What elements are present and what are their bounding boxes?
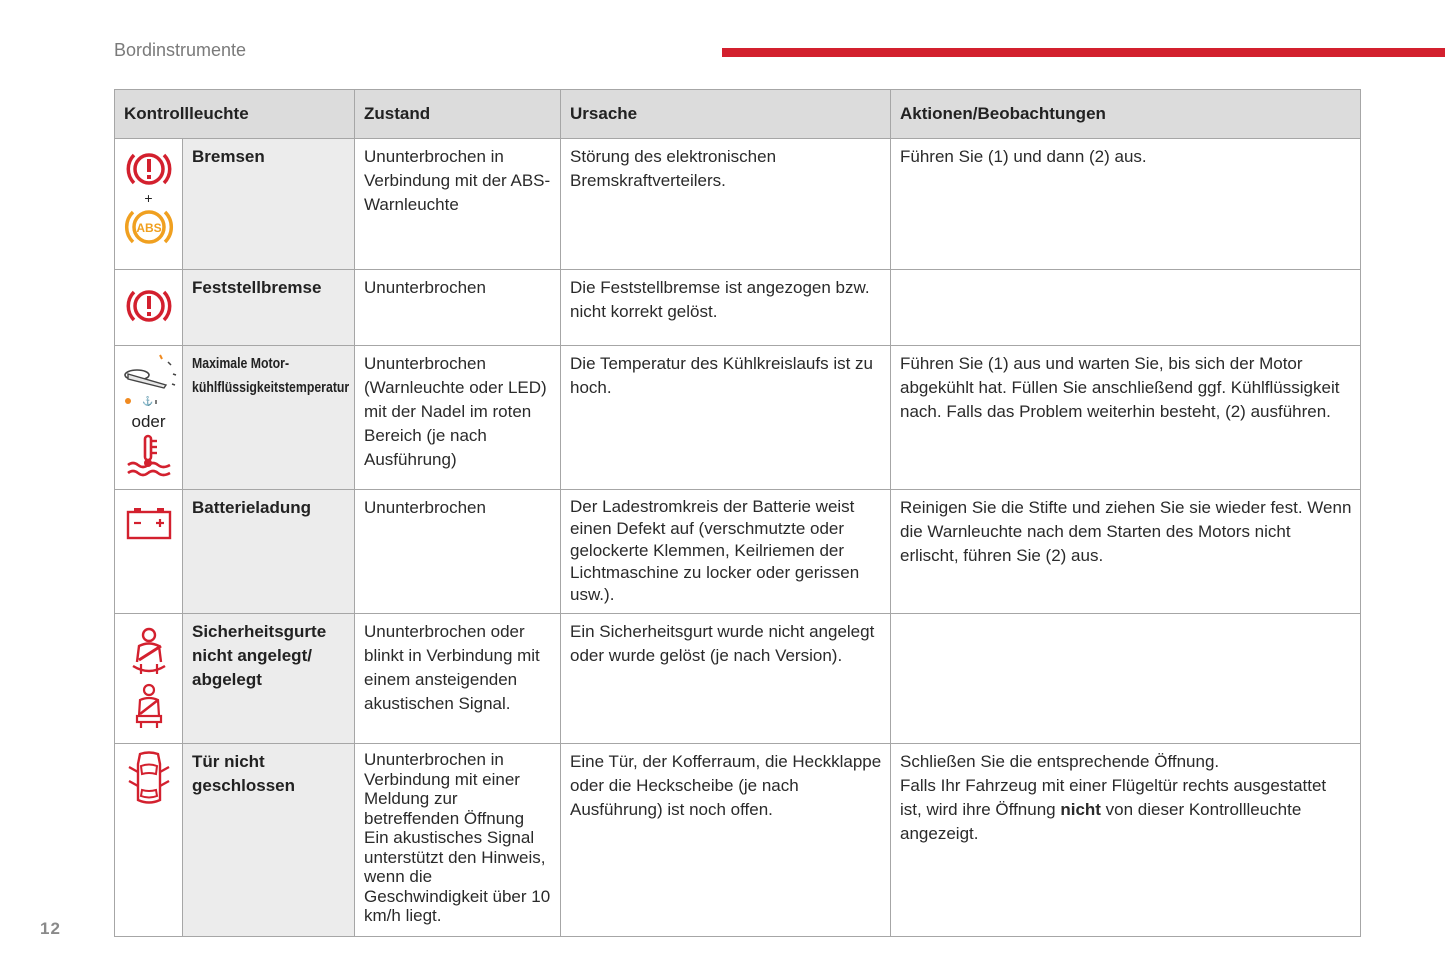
warning-lights-table bbox=[114, 89, 1361, 937]
warning-name: Feststellbremse bbox=[183, 270, 355, 346]
svg-text:⚓: ⚓ bbox=[141, 396, 153, 406]
ursache-cell: Ein Sicherheitsgurt wurde nicht angelegt oder wurde gelöst (je nach Version). bbox=[561, 614, 891, 744]
aktionen-cell: Führen Sie (1) und dann (2) aus. bbox=[891, 139, 1361, 270]
warning-name: Batterieladung bbox=[183, 490, 355, 614]
icon-cell bbox=[115, 139, 183, 270]
page-header-title: Bordinstrumente bbox=[114, 40, 247, 60]
ursache-cell: Die Feststellbremse ist angezogen bzw. nicht korrekt gelöst. bbox=[561, 270, 891, 346]
zustand-cell: Ununterbrochen bbox=[355, 270, 561, 346]
door-open-icon bbox=[126, 750, 172, 808]
zustand-cell: Ununterbrochen in Verbindung mit der ABS-Warnleuchte bbox=[355, 139, 561, 270]
warning-name: Sicherheitsgurte nicht angelegt/ abgelegt bbox=[183, 614, 355, 744]
aktionen-cell bbox=[891, 744, 1361, 937]
zustand-cell: Ununterbrochen (Warnleuchte oder LED) mit der Nadel im roten Bereich (je nach Ausführung) bbox=[355, 346, 561, 490]
table-row bbox=[115, 270, 1361, 346]
icon-joiner-plus: + bbox=[144, 190, 153, 206]
column-header-aktionen: Aktionen/Beobachtungen bbox=[891, 90, 1361, 139]
ursache-cell: Störung des elektronischen Bremskraftverteilers. bbox=[561, 139, 891, 270]
aktionen-emphasis: nicht bbox=[1060, 800, 1101, 819]
temperature-gauge-icon bbox=[120, 352, 178, 408]
header-accent-bar bbox=[722, 48, 1445, 57]
table-row bbox=[115, 614, 1361, 744]
table-row bbox=[115, 744, 1361, 937]
warning-name: Tür nicht geschlossen bbox=[183, 744, 355, 937]
warning-name bbox=[183, 346, 355, 490]
table-row bbox=[115, 490, 1361, 614]
icon-cell bbox=[115, 490, 183, 614]
warning-name-line-1: Maximale Motor- bbox=[192, 355, 290, 372]
aktionen-cell: Reinigen Sie die Stifte und ziehen Sie sie wieder fest. Wenn die Warnleuchte nach dem Starten des Motors nicht erlischt, führen Sie (2) aus. bbox=[891, 490, 1361, 614]
zustand-cell: Ununterbrochen in Verbindung mit einer Meldung zur betreffenden Öffnung Ein akustisches Signal unterstützt den Hinweis, wenn die Geschwindigkeit über 10 km/h liegt. bbox=[355, 744, 561, 937]
warning-name: Bremsen bbox=[183, 139, 355, 270]
zustand-cell: Ununterbrochen bbox=[355, 490, 561, 614]
coolant-temperature-icon bbox=[125, 434, 173, 478]
table-header-row bbox=[115, 90, 1361, 139]
page-number: 12 bbox=[40, 919, 61, 938]
aktionen-text-c: von dieser Kontrollleuchte angezeigt. bbox=[900, 800, 1302, 843]
battery-icon bbox=[125, 506, 173, 542]
icon-cell bbox=[115, 346, 183, 490]
aktionen-cell bbox=[891, 270, 1361, 346]
brake-warning-icon bbox=[124, 284, 174, 328]
icon-cell bbox=[115, 270, 183, 346]
aktionen-text-a: Falls Ihr Fahrzeug mit einer Flügeltür rechts ausgestattet ist, wird ihre Öffnung bbox=[900, 776, 1327, 819]
aktionen-line-1: Schließen Sie die entsprechende Öffnung. bbox=[900, 752, 1220, 771]
abs-warning-icon bbox=[123, 205, 175, 249]
zustand-cell: Ununterbrochen oder blinkt in Verbindung mit einem ansteigenden akustischen Signal. bbox=[355, 614, 561, 744]
column-header-kontrollleuchte: Kontrollleuchte bbox=[115, 90, 355, 139]
aktionen-line-2 bbox=[900, 774, 1352, 846]
ursache-cell: Eine Tür, der Kofferraum, die Heckklappe oder die Heckscheibe (je nach Ausführung) ist noch offen. bbox=[561, 744, 891, 937]
abs-icon-label: ABS bbox=[135, 221, 162, 235]
aktionen-cell: Führen Sie (1) aus und warten Sie, bis sich der Motor abgekühlt hat. Füllen Sie anschließend ggf. Kühlflüssigkeit nach. Falls das Problem weiterhin besteht, (2) ausführen. bbox=[891, 346, 1361, 490]
table-row bbox=[115, 139, 1361, 270]
warning-name-line-2: kühlflüssigkeitstemperatur bbox=[192, 379, 350, 396]
icon-cell bbox=[115, 614, 183, 744]
ursache-cell: Die Temperatur des Kühlkreislaufs ist zu hoch. bbox=[561, 346, 891, 490]
column-header-zustand: Zustand bbox=[355, 90, 561, 139]
seatbelt-rear-icon bbox=[131, 682, 167, 730]
column-header-ursache: Ursache bbox=[561, 90, 891, 139]
table-row bbox=[115, 346, 1361, 490]
aktionen-cell bbox=[891, 614, 1361, 744]
icon-joiner-oder: oder bbox=[131, 412, 166, 431]
icon-cell bbox=[115, 744, 183, 937]
ursache-cell: Der Ladestromkreis der Batterie weist einen Defekt auf (verschmutzte oder gelockerte Klemmen, Keilriemen der Lichtmaschine zu locker oder gerissen usw.). bbox=[561, 490, 891, 614]
seatbelt-front-icon bbox=[127, 626, 171, 678]
brake-warning-icon bbox=[124, 147, 174, 191]
